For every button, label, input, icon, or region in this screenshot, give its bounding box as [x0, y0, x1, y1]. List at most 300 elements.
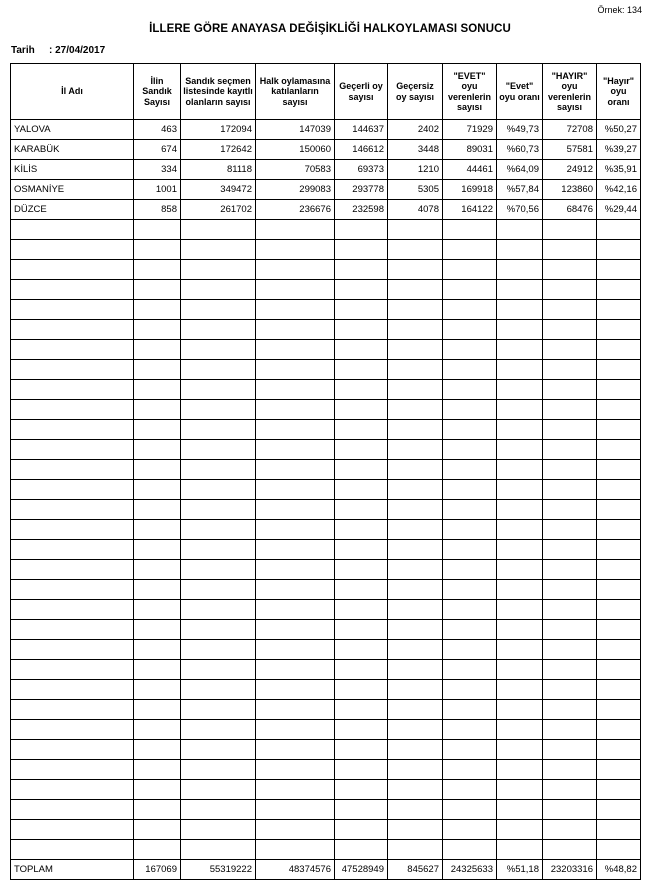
cell-sandik-sayisi	[134, 300, 181, 320]
cell-gecerli-oy	[335, 720, 388, 740]
cell-hayir-orani	[597, 420, 641, 440]
empty-row	[11, 540, 641, 560]
cell-il-adi: KARABÜK	[11, 140, 134, 160]
cell-secmen-sayisi	[181, 480, 256, 500]
cell-katilan-sayisi	[256, 700, 335, 720]
column-header-sandik-sayisi: İlin Sandık Sayısı	[134, 64, 181, 120]
cell-hayir-orani	[597, 640, 641, 660]
cell-katilan-sayisi: 236676	[256, 200, 335, 220]
cell-evet-sayisi	[443, 820, 497, 840]
cell-secmen-sayisi: 172642	[181, 140, 256, 160]
cell-katilan-sayisi	[256, 820, 335, 840]
cell-evet-orani: %49,73	[497, 120, 543, 140]
cell-katilan-sayisi: 48374576	[256, 860, 335, 880]
cell-gecerli-oy	[335, 760, 388, 780]
cell-il-adi	[11, 760, 134, 780]
cell-sandik-sayisi: 1001	[134, 180, 181, 200]
cell-katilan-sayisi	[256, 280, 335, 300]
cell-secmen-sayisi	[181, 680, 256, 700]
cell-katilan-sayisi	[256, 400, 335, 420]
cell-evet-sayisi: 71929	[443, 120, 497, 140]
cell-secmen-sayisi	[181, 620, 256, 640]
cell-katilan-sayisi	[256, 460, 335, 480]
cell-evet-sayisi	[443, 400, 497, 420]
cell-katilan-sayisi	[256, 760, 335, 780]
cell-hayir-orani: %42,16	[597, 180, 641, 200]
cell-hayir-sayisi: 72708	[543, 120, 597, 140]
cell-il-adi	[11, 460, 134, 480]
cell-hayir-orani	[597, 440, 641, 460]
cell-katilan-sayisi	[256, 780, 335, 800]
cell-katilan-sayisi	[256, 500, 335, 520]
date-row	[11, 45, 105, 56]
cell-sandik-sayisi: 167069	[134, 860, 181, 880]
cell-secmen-sayisi	[181, 240, 256, 260]
cell-evet-sayisi	[443, 500, 497, 520]
cell-hayir-sayisi	[543, 440, 597, 460]
cell-gecerli-oy	[335, 440, 388, 460]
cell-gecerli-oy: 47528949	[335, 860, 388, 880]
cell-gecerli-oy	[335, 620, 388, 640]
cell-il-adi	[11, 280, 134, 300]
cell-sandik-sayisi	[134, 520, 181, 540]
cell-il-adi	[11, 220, 134, 240]
cell-sandik-sayisi	[134, 760, 181, 780]
cell-katilan-sayisi: 147039	[256, 120, 335, 140]
cell-evet-orani: %57,84	[497, 180, 543, 200]
table-row	[11, 160, 641, 180]
cell-evet-sayisi	[443, 600, 497, 620]
cell-evet-sayisi	[443, 460, 497, 480]
cell-il-adi	[11, 300, 134, 320]
cell-hayir-orani	[597, 820, 641, 840]
cell-evet-sayisi	[443, 680, 497, 700]
cell-gecersiz-oy	[388, 840, 443, 860]
cell-hayir-orani	[597, 320, 641, 340]
cell-sandik-sayisi	[134, 460, 181, 480]
column-header-secmen-sayisi: Sandık seçmen listesinde kayıtlı olanların sayısı	[181, 64, 256, 120]
cell-katilan-sayisi	[256, 680, 335, 700]
cell-sandik-sayisi	[134, 260, 181, 280]
cell-il-adi	[11, 400, 134, 420]
cell-katilan-sayisi	[256, 320, 335, 340]
cell-hayir-orani	[597, 620, 641, 640]
cell-evet-sayisi	[443, 280, 497, 300]
empty-row	[11, 220, 641, 240]
cell-hayir-orani	[597, 840, 641, 860]
cell-hayir-orani: %48,82	[597, 860, 641, 880]
cell-hayir-sayisi	[543, 680, 597, 700]
cell-evet-orani	[497, 480, 543, 500]
cell-il-adi	[11, 580, 134, 600]
cell-hayir-sayisi	[543, 800, 597, 820]
cell-gecersiz-oy	[388, 320, 443, 340]
cell-hayir-sayisi: 68476	[543, 200, 597, 220]
cell-evet-orani	[497, 360, 543, 380]
cell-hayir-sayisi	[543, 720, 597, 740]
cell-hayir-sayisi	[543, 640, 597, 660]
cell-secmen-sayisi	[181, 340, 256, 360]
cell-sandik-sayisi	[134, 640, 181, 660]
cell-hayir-orani	[597, 540, 641, 560]
cell-gecersiz-oy	[388, 760, 443, 780]
cell-gecerli-oy: 146612	[335, 140, 388, 160]
cell-hayir-orani	[597, 360, 641, 380]
cell-evet-sayisi	[443, 800, 497, 820]
cell-il-adi	[11, 600, 134, 620]
cell-gecersiz-oy	[388, 660, 443, 680]
column-header-evet-sayisi: "EVET" oyu verenlerin sayısı	[443, 64, 497, 120]
cell-hayir-sayisi	[543, 480, 597, 500]
cell-il-adi	[11, 840, 134, 860]
cell-evet-orani	[497, 400, 543, 420]
cell-hayir-orani	[597, 300, 641, 320]
cell-evet-sayisi	[443, 740, 497, 760]
cell-secmen-sayisi	[181, 420, 256, 440]
table-row	[11, 200, 641, 220]
cell-gecersiz-oy	[388, 460, 443, 480]
column-header-hayir-orani: "Hayır" oyu oranı	[597, 64, 641, 120]
cell-evet-orani	[497, 540, 543, 560]
cell-hayir-orani	[597, 260, 641, 280]
cell-il-adi: DÜZCE	[11, 200, 134, 220]
cell-gecerli-oy	[335, 820, 388, 840]
cell-hayir-orani	[597, 580, 641, 600]
cell-hayir-sayisi	[543, 580, 597, 600]
cell-evet-orani	[497, 720, 543, 740]
cell-il-adi	[11, 780, 134, 800]
cell-evet-orani	[497, 700, 543, 720]
cell-katilan-sayisi	[256, 480, 335, 500]
cell-sandik-sayisi	[134, 280, 181, 300]
empty-row	[11, 820, 641, 840]
cell-evet-orani	[497, 340, 543, 360]
cell-gecersiz-oy	[388, 820, 443, 840]
empty-row	[11, 640, 641, 660]
cell-hayir-sayisi	[543, 320, 597, 340]
cell-secmen-sayisi	[181, 400, 256, 420]
cell-evet-orani	[497, 440, 543, 460]
cell-il-adi	[11, 520, 134, 540]
cell-katilan-sayisi	[256, 420, 335, 440]
cell-hayir-orani	[597, 720, 641, 740]
cell-il-adi	[11, 680, 134, 700]
cell-gecersiz-oy	[388, 800, 443, 820]
cell-sandik-sayisi	[134, 580, 181, 600]
cell-hayir-orani: %29,44	[597, 200, 641, 220]
cell-evet-orani	[497, 320, 543, 340]
cell-gecersiz-oy: 845627	[388, 860, 443, 880]
cell-evet-sayisi: 89031	[443, 140, 497, 160]
cell-gecersiz-oy	[388, 580, 443, 600]
empty-row	[11, 260, 641, 280]
cell-evet-orani	[497, 240, 543, 260]
cell-hayir-sayisi	[543, 560, 597, 580]
cell-hayir-sayisi	[543, 420, 597, 440]
cell-secmen-sayisi	[181, 800, 256, 820]
cell-il-adi	[11, 640, 134, 660]
cell-gecerli-oy	[335, 460, 388, 480]
cell-evet-sayisi	[443, 340, 497, 360]
cell-evet-sayisi	[443, 420, 497, 440]
cell-evet-sayisi: 24325633	[443, 860, 497, 880]
cell-evet-sayisi	[443, 840, 497, 860]
cell-gecersiz-oy: 2402	[388, 120, 443, 140]
cell-sandik-sayisi	[134, 840, 181, 860]
empty-row	[11, 740, 641, 760]
cell-sandik-sayisi	[134, 800, 181, 820]
cell-evet-sayisi	[443, 640, 497, 660]
cell-evet-orani	[497, 800, 543, 820]
cell-hayir-orani	[597, 760, 641, 780]
date-value: : 27/04/2017	[49, 45, 106, 56]
cell-evet-sayisi	[443, 220, 497, 240]
cell-sandik-sayisi	[134, 600, 181, 620]
cell-gecerli-oy	[335, 520, 388, 540]
cell-sandik-sayisi	[134, 500, 181, 520]
empty-row	[11, 460, 641, 480]
cell-il-adi	[11, 660, 134, 680]
empty-row	[11, 340, 641, 360]
cell-sandik-sayisi	[134, 240, 181, 260]
cell-hayir-orani	[597, 560, 641, 580]
cell-secmen-sayisi	[181, 780, 256, 800]
cell-gecerli-oy	[335, 340, 388, 360]
column-header-katilan-sayisi: Halk oylamasına katılanların sayısı	[256, 64, 335, 120]
empty-row	[11, 660, 641, 680]
cell-hayir-orani	[597, 780, 641, 800]
cell-secmen-sayisi	[181, 500, 256, 520]
column-header-evet-orani: "Evet" oyu oranı	[497, 64, 543, 120]
cell-il-adi	[11, 340, 134, 360]
cell-il-adi	[11, 800, 134, 820]
cell-gecerli-oy	[335, 780, 388, 800]
cell-sandik-sayisi	[134, 380, 181, 400]
cell-katilan-sayisi	[256, 720, 335, 740]
cell-il-adi: YALOVA	[11, 120, 134, 140]
cell-gecerli-oy	[335, 420, 388, 440]
empty-row	[11, 780, 641, 800]
cell-sandik-sayisi	[134, 680, 181, 700]
cell-evet-sayisi: 164122	[443, 200, 497, 220]
cell-hayir-orani	[597, 740, 641, 760]
cell-katilan-sayisi	[256, 220, 335, 240]
cell-gecerli-oy: 232598	[335, 200, 388, 220]
cell-evet-sayisi	[443, 240, 497, 260]
empty-row	[11, 440, 641, 460]
cell-gecersiz-oy	[388, 300, 443, 320]
cell-evet-orani	[497, 580, 543, 600]
cell-secmen-sayisi	[181, 560, 256, 580]
empty-row	[11, 240, 641, 260]
cell-evet-sayisi	[443, 560, 497, 580]
cell-sandik-sayisi: 858	[134, 200, 181, 220]
cell-hayir-sayisi	[543, 820, 597, 840]
cell-il-adi	[11, 540, 134, 560]
cell-evet-orani	[497, 260, 543, 280]
empty-row	[11, 500, 641, 520]
cell-katilan-sayisi	[256, 260, 335, 280]
cell-il-adi	[11, 620, 134, 640]
cell-hayir-sayisi	[543, 220, 597, 240]
cell-katilan-sayisi	[256, 600, 335, 620]
empty-row	[11, 280, 641, 300]
empty-row	[11, 840, 641, 860]
sample-number: Örnek: 134	[597, 5, 642, 15]
cell-gecersiz-oy	[388, 440, 443, 460]
cell-hayir-sayisi	[543, 740, 597, 760]
table-row	[11, 120, 641, 140]
column-header-il-adi: İl Adı	[11, 64, 134, 120]
cell-secmen-sayisi	[181, 440, 256, 460]
cell-hayir-orani: %39,27	[597, 140, 641, 160]
cell-secmen-sayisi	[181, 840, 256, 860]
cell-evet-sayisi	[443, 320, 497, 340]
cell-gecersiz-oy	[388, 560, 443, 580]
cell-hayir-sayisi	[543, 280, 597, 300]
column-header-hayir-sayisi: "HAYIR" oyu verenlerin sayısı	[543, 64, 597, 120]
cell-gecersiz-oy	[388, 220, 443, 240]
cell-gecersiz-oy	[388, 620, 443, 640]
cell-secmen-sayisi	[181, 220, 256, 240]
cell-katilan-sayisi	[256, 740, 335, 760]
cell-gecersiz-oy	[388, 360, 443, 380]
cell-gecersiz-oy	[388, 340, 443, 360]
cell-secmen-sayisi	[181, 520, 256, 540]
cell-katilan-sayisi	[256, 540, 335, 560]
table-row	[11, 180, 641, 200]
cell-evet-sayisi	[443, 380, 497, 400]
cell-il-adi	[11, 360, 134, 380]
cell-evet-sayisi	[443, 300, 497, 320]
cell-il-adi	[11, 720, 134, 740]
cell-hayir-orani	[597, 800, 641, 820]
cell-evet-sayisi	[443, 520, 497, 540]
cell-gecersiz-oy: 3448	[388, 140, 443, 160]
cell-gecerli-oy	[335, 260, 388, 280]
cell-secmen-sayisi	[181, 260, 256, 280]
cell-hayir-orani	[597, 480, 641, 500]
cell-gecersiz-oy	[388, 400, 443, 420]
cell-evet-orani	[497, 660, 543, 680]
cell-secmen-sayisi	[181, 360, 256, 380]
cell-evet-sayisi	[443, 580, 497, 600]
cell-gecerli-oy	[335, 560, 388, 580]
cell-gecersiz-oy: 5305	[388, 180, 443, 200]
cell-secmen-sayisi	[181, 820, 256, 840]
cell-evet-orani: %64,09	[497, 160, 543, 180]
cell-secmen-sayisi	[181, 320, 256, 340]
cell-evet-orani	[497, 220, 543, 240]
cell-hayir-sayisi: 24912	[543, 160, 597, 180]
cell-gecerli-oy	[335, 640, 388, 660]
cell-secmen-sayisi	[181, 540, 256, 560]
cell-hayir-sayisi	[543, 340, 597, 360]
cell-evet-orani	[497, 680, 543, 700]
cell-gecerli-oy	[335, 500, 388, 520]
cell-hayir-orani	[597, 220, 641, 240]
cell-gecerli-oy	[335, 580, 388, 600]
cell-hayir-orani	[597, 380, 641, 400]
results-table	[10, 63, 641, 880]
cell-katilan-sayisi: 299083	[256, 180, 335, 200]
cell-evet-sayisi	[443, 760, 497, 780]
cell-evet-sayisi	[443, 660, 497, 680]
cell-hayir-sayisi	[543, 760, 597, 780]
table-row	[11, 140, 641, 160]
cell-katilan-sayisi	[256, 580, 335, 600]
cell-il-adi	[11, 480, 134, 500]
cell-katilan-sayisi	[256, 620, 335, 640]
cell-evet-orani	[497, 600, 543, 620]
cell-gecerli-oy	[335, 540, 388, 560]
cell-katilan-sayisi: 70583	[256, 160, 335, 180]
cell-gecersiz-oy	[388, 720, 443, 740]
cell-katilan-sayisi	[256, 380, 335, 400]
cell-evet-orani	[497, 640, 543, 660]
cell-hayir-orani	[597, 280, 641, 300]
cell-katilan-sayisi	[256, 800, 335, 820]
cell-katilan-sayisi	[256, 240, 335, 260]
cell-sandik-sayisi	[134, 660, 181, 680]
cell-hayir-sayisi	[543, 620, 597, 640]
cell-secmen-sayisi: 349472	[181, 180, 256, 200]
cell-gecersiz-oy	[388, 260, 443, 280]
cell-katilan-sayisi	[256, 640, 335, 660]
page-title: İLLERE GÖRE ANAYASA DEĞİŞİKLİĞİ HALKOYLAMASI SONUCU	[149, 23, 511, 35]
cell-hayir-sayisi	[543, 500, 597, 520]
empty-row	[11, 300, 641, 320]
cell-hayir-sayisi: 57581	[543, 140, 597, 160]
cell-gecersiz-oy	[388, 240, 443, 260]
cell-evet-sayisi	[443, 620, 497, 640]
cell-gecersiz-oy: 4078	[388, 200, 443, 220]
cell-il-adi	[11, 240, 134, 260]
empty-row	[11, 560, 641, 580]
cell-sandik-sayisi	[134, 400, 181, 420]
cell-hayir-orani	[597, 680, 641, 700]
cell-hayir-orani	[597, 460, 641, 480]
cell-il-adi	[11, 560, 134, 580]
cell-hayir-orani	[597, 520, 641, 540]
cell-hayir-sayisi: 23203316	[543, 860, 597, 880]
cell-gecerli-oy	[335, 480, 388, 500]
cell-sandik-sayisi	[134, 320, 181, 340]
column-header-gecersiz-oy: Geçersiz oy sayısı	[388, 64, 443, 120]
cell-sandik-sayisi	[134, 360, 181, 380]
cell-sandik-sayisi	[134, 420, 181, 440]
cell-il-adi	[11, 380, 134, 400]
cell-secmen-sayisi	[181, 460, 256, 480]
cell-gecersiz-oy	[388, 520, 443, 540]
cell-hayir-sayisi	[543, 660, 597, 680]
cell-gecersiz-oy	[388, 600, 443, 620]
cell-hayir-sayisi	[543, 520, 597, 540]
empty-row	[11, 360, 641, 380]
cell-hayir-orani: %35,91	[597, 160, 641, 180]
cell-evet-orani	[497, 840, 543, 860]
empty-row	[11, 520, 641, 540]
cell-sandik-sayisi	[134, 780, 181, 800]
cell-evet-sayisi	[443, 720, 497, 740]
cell-gecersiz-oy	[388, 500, 443, 520]
cell-sandik-sayisi	[134, 540, 181, 560]
cell-evet-sayisi	[443, 780, 497, 800]
cell-sandik-sayisi	[134, 740, 181, 760]
header-row	[11, 64, 641, 120]
cell-gecerli-oy	[335, 600, 388, 620]
cell-gecerli-oy	[335, 280, 388, 300]
